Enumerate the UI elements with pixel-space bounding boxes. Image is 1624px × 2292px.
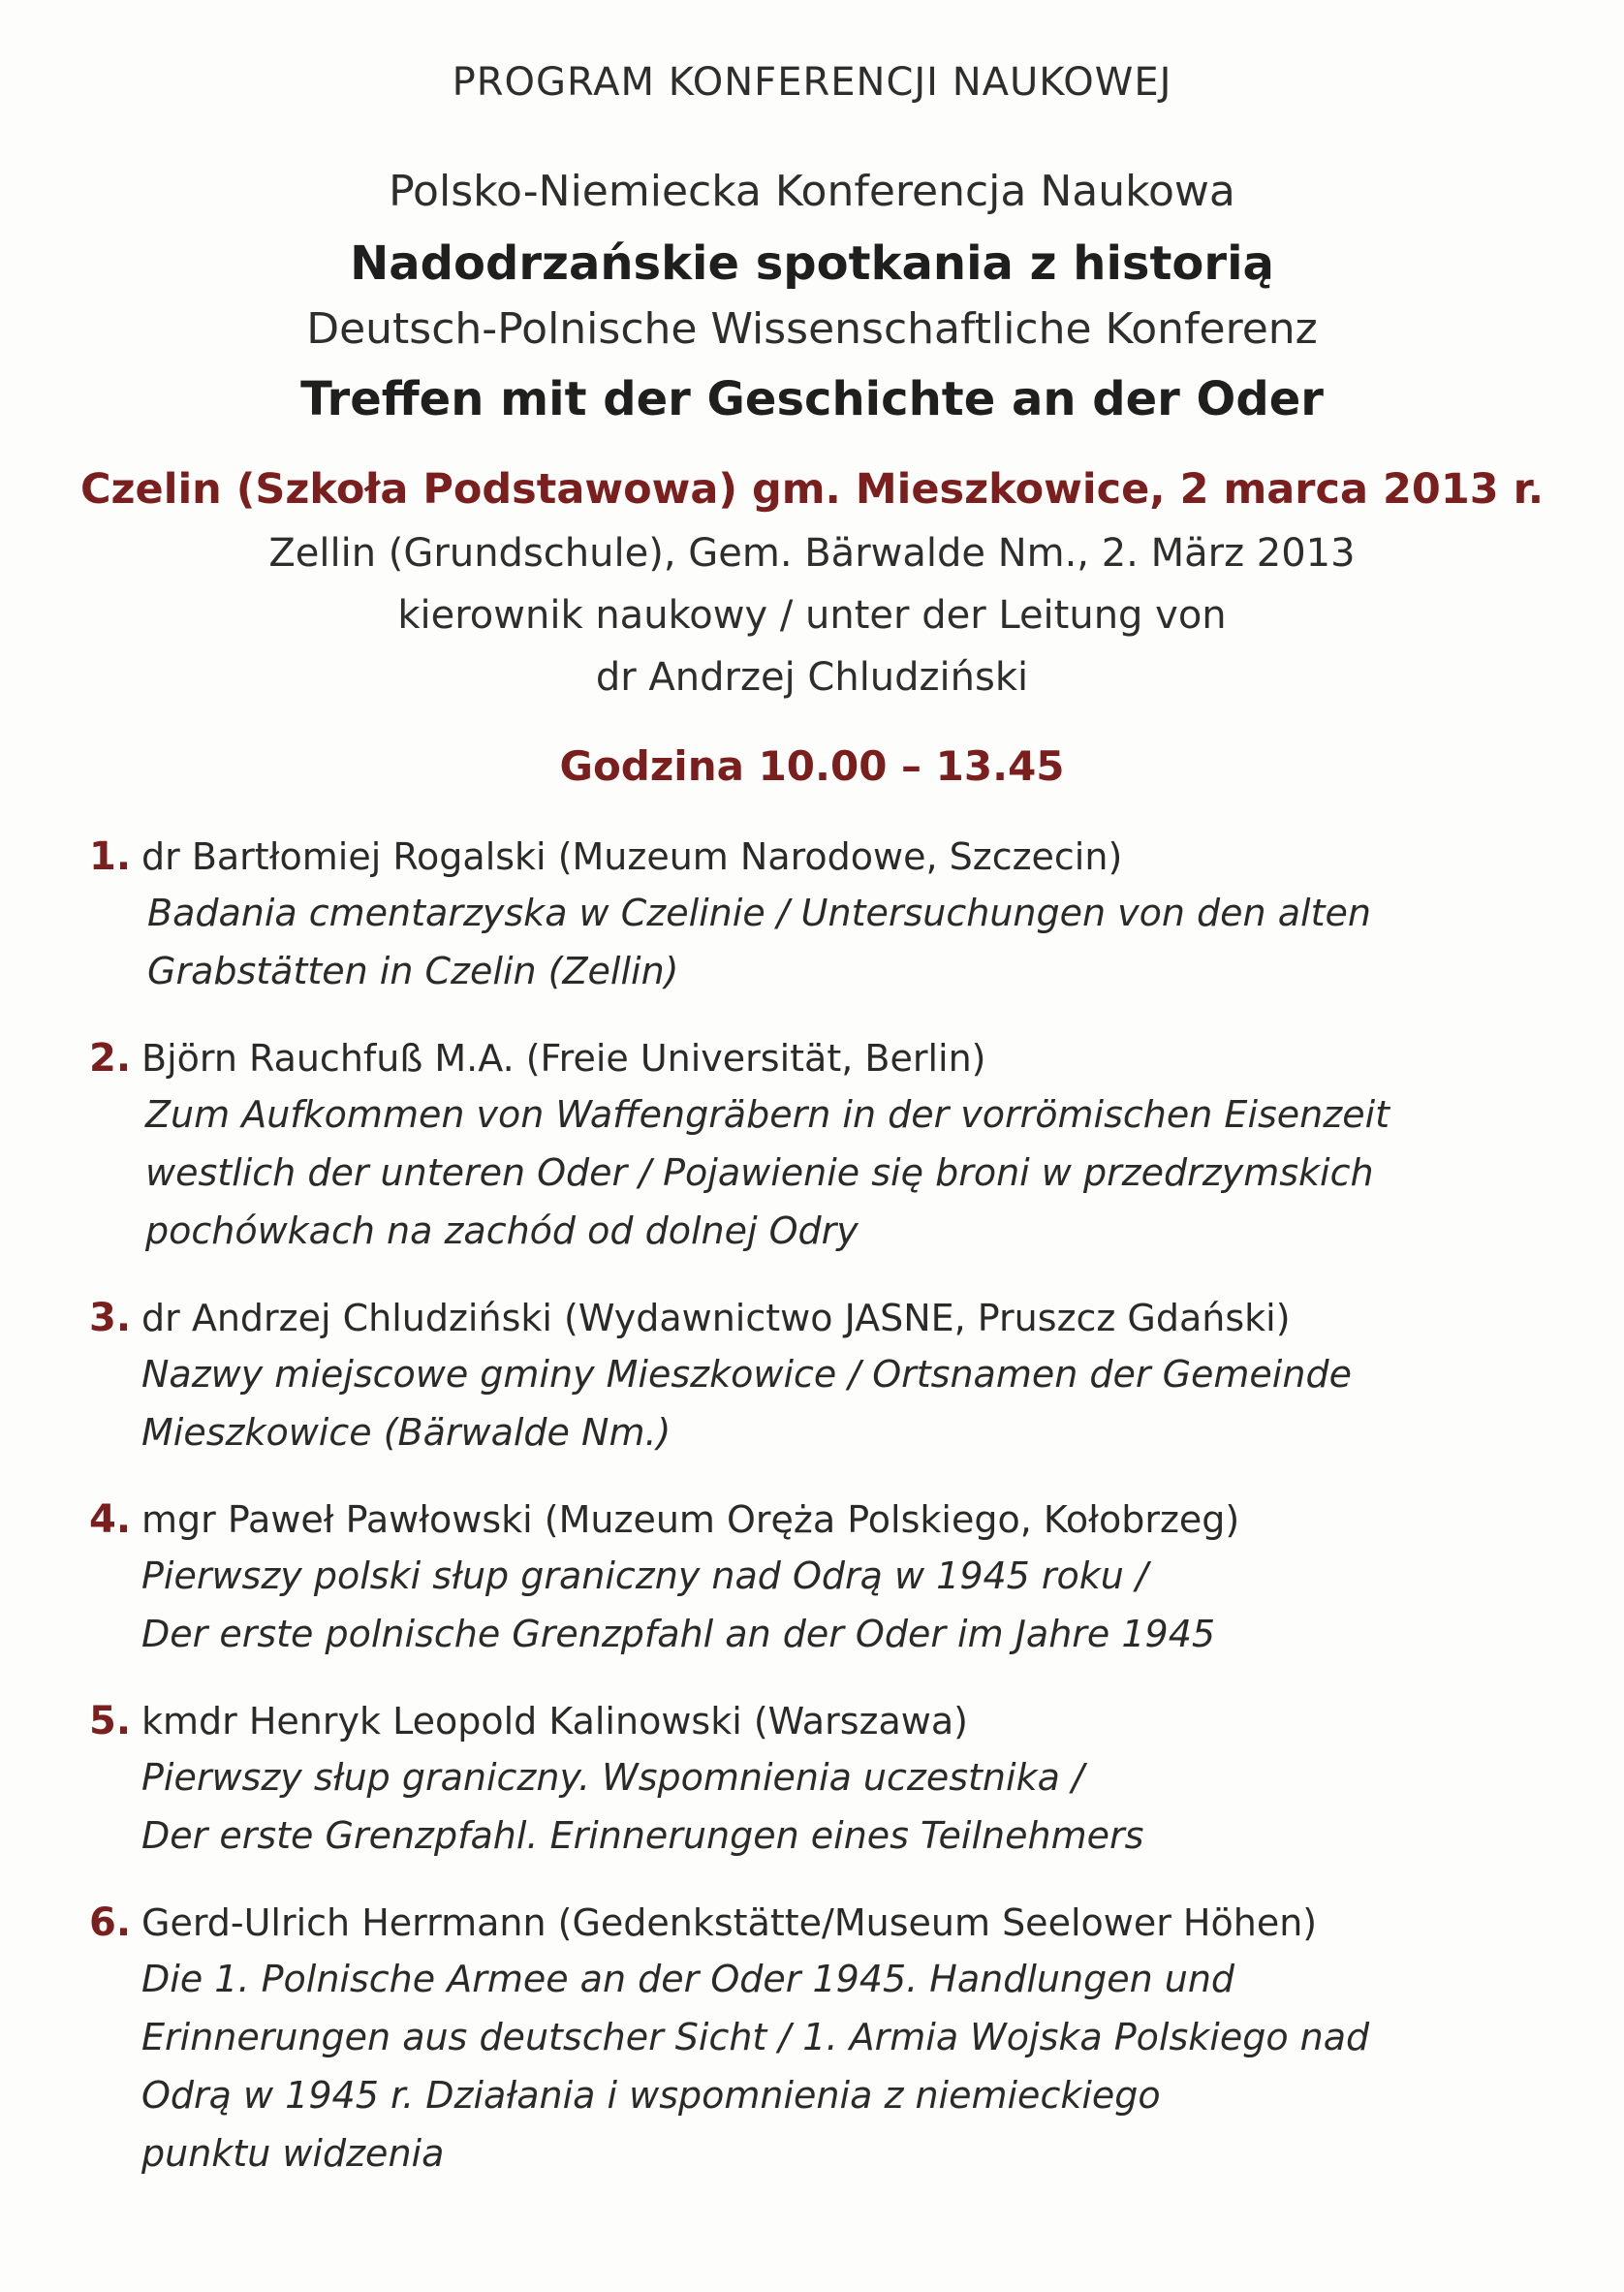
program-list (89, 830, 1543, 2214)
venue-pl: Czelin (Szkoła Podstawowa) gm. Mieszkowice, 2 marca 2013 r. (79, 465, 1545, 514)
item-talk-line: punktu widzenia (141, 2132, 445, 2175)
venue-de: Zellin (Grundschule), Gem. Bärwalde Nm., 2. März 2013 (268, 531, 1356, 576)
item-talk-line: Badania cmentarzyska w Czelinie / Untersuchungen von den alten (147, 892, 1371, 934)
item-number: 2. (89, 1036, 132, 1081)
conference-title-de: Treffen mit der Geschichte an der Oder (300, 372, 1324, 426)
scientific-leader-name: dr Andrzej Chludziński (595, 655, 1029, 700)
item-talk-line: Grabstätten in Czelin (Zellin) (147, 950, 679, 992)
item-speaker: kmdr Henryk Leopold Kalinowski (Warszawa) (141, 1700, 968, 1743)
program-title: PROGRAM KONFERENCJI NAUKOWEJ (452, 60, 1172, 105)
item-speaker: Björn Rauchfuß M.A. (Freie Universität, Berlin) (141, 1037, 986, 1080)
item-talk-line: Erinnerungen aus deutscher Sicht / 1. Armia Wojska Polskiego nad (141, 2016, 1370, 2058)
program-item (89, 830, 1543, 1000)
item-talk-line: pochówkach na zachód od dolnej Odry (145, 1209, 859, 1252)
program-item (89, 1031, 1543, 1260)
item-number: 3. (89, 1296, 132, 1340)
item-number: 4. (89, 1497, 132, 1542)
item-talk-line: Odrą w 1945 r. Działania i wspomnienia z niemieckiego (141, 2074, 1161, 2117)
item-number: 1. (89, 834, 132, 879)
conference-hours: Godzina 10.00 – 13.45 (559, 742, 1065, 790)
item-talk-line: Der erste polnische Grenzpfahl an der Oder im Jahre 1945 (141, 1613, 1216, 1655)
item-number: 6. (89, 1900, 132, 1945)
item-talk-line: Nazwy miejscowe gminy Mieszkowice / Ortsnamen der Gemeinde (141, 1353, 1352, 1396)
conference-name-de: Deutsch-Polnische Wissenschaftliche Konferenz (306, 304, 1318, 354)
item-talk-line: Der erste Grenzpfahl. Erinnerungen eines Teilnehmers (141, 1814, 1144, 1857)
program-item (89, 1492, 1543, 1663)
program-item (89, 1694, 1543, 1865)
item-talk-line: Pierwszy słup graniczny. Wspomnienia uczestnika / (141, 1756, 1084, 1799)
item-speaker: Gerd-Ulrich Herrmann (Gedenkstätte/Museum Seelower Höhen) (141, 1901, 1318, 1944)
item-speaker: dr Bartłomiej Rogalski (Muzeum Narodowe, Szczecin) (141, 835, 1123, 878)
item-talk-line: Die 1. Polnische Armee an der Oder 1945. Handlungen und (141, 1958, 1235, 2000)
item-talk-line: Pierwszy polski słup graniczny nad Odrą w 1945 roku / (141, 1554, 1148, 1597)
program-item (89, 1291, 1543, 1461)
item-number: 5. (89, 1699, 132, 1743)
item-talk-line: Mieszkowice (Bärwalde Nm.) (141, 1411, 671, 1454)
conference-name-pl: Polsko-Niemiecka Konferencja Naukowa (389, 167, 1235, 216)
item-talk-line: westlich der unteren Oder / Pojawienie się broni w przedrzymskich (145, 1151, 1374, 1194)
item-speaker: dr Andrzej Chludziński (Wydawnictwo JASNE, Pruszcz Gdański) (141, 1297, 1291, 1339)
conference-title-pl: Nadodrzańskie spotkania z historią (350, 236, 1274, 291)
scientific-leader-label: kierownik naukowy / unter der Leitung von (397, 593, 1227, 638)
program-item (89, 1896, 1543, 2182)
item-speaker: mgr Paweł Pawłowski (Muzeum Oręża Polskiego, Kołobrzeg) (141, 1498, 1240, 1541)
item-talk-line: Zum Aufkommen von Waffengräbern in der vorrömischen Eisenzeit (145, 1093, 1390, 1136)
